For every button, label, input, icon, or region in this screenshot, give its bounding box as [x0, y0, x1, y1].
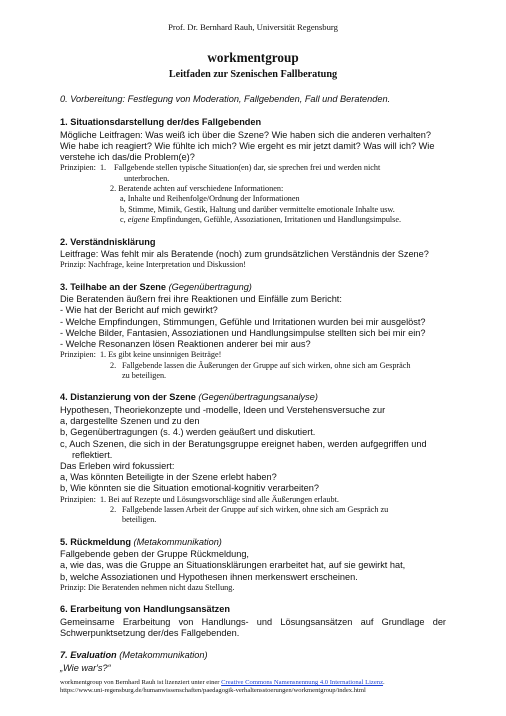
- preparation-note: 0. Vorbereitung: Festlegung von Moderation, Fallgebenden, Fall und Beratenden.: [60, 94, 391, 104]
- text-line: Fallgebende geben der Gruppe Rückmeldung,: [60, 549, 249, 560]
- text-line: Wie habe ich reagiert? Wie fühlte ich mich? Wie ergeht es mir jetzt damit? Was will ich? Wie: [60, 140, 435, 151]
- item-text: Empfindungen, Gefühle, Assoziationen, Irritationen und Handlungsimpulse.: [151, 215, 402, 225]
- principle-text: Fallgebende stellen typische Situation(en) dar, sie sprechen frei und werden nicht: [113, 163, 381, 173]
- text-line: - Welche Resonanzen lösen Reaktionen anderer bei mir aus?: [60, 338, 311, 349]
- section-heading: 6. Erarbeitung von Handlungsansätzen: [60, 604, 230, 615]
- text-line: a, dargestellte Szenen und zu den: [60, 416, 200, 427]
- principle-2: [60, 361, 446, 371]
- emphasis-text: eigene: [127, 215, 150, 225]
- brand-title: workmentgroup: [207, 50, 299, 65]
- text-line: b, welche Assoziationen und Hypothesen ihnen merkenswert erscheinen.: [60, 571, 358, 582]
- principle-text: 1. Es gibt keine unsinnigen Beiträge!: [99, 350, 222, 360]
- item-letter: c,: [120, 215, 126, 225]
- heading-note: (Metakommunikation): [133, 536, 222, 547]
- text-line: Die Beratenden äußern frei ihre Reaktionen und Einfälle zum Bericht:: [60, 294, 342, 305]
- principle-continuation: unterbrochen.: [124, 173, 170, 183]
- heading-note: (Metakommunikation): [119, 650, 208, 661]
- section-heading: 2. Verständnisklärung: [60, 236, 156, 247]
- principle-number: 1.: [99, 163, 107, 173]
- principle-2: 2. Beratende achten auf verschiedene Informationen:: [110, 183, 284, 193]
- text-line: b, Gegenübertragungen (s. 4.) werden geäußert und diskutiert.: [60, 427, 316, 438]
- section-4: [60, 392, 446, 525]
- section-heading: [60, 282, 446, 294]
- heading-text: 7. Evaluation: [60, 650, 117, 661]
- text-line: Mögliche Leitfragen: Was weiß ich über die Szene? Wie haben sich die anderen verhalten?: [60, 129, 431, 140]
- text-line: - Welche Bilder, Fantasien, Assoziationen und Handlungsimpulse stellten sich bei mir ein?: [60, 327, 426, 338]
- text-line: b, Wie könnten sie die Situation emotional-kognitiv verarbeiten?: [60, 483, 319, 494]
- section-2: [60, 237, 446, 271]
- license-text: workmentgroup von Bernhard Rauh ist lizenziert unter einer: [60, 679, 220, 686]
- license-line: [60, 679, 460, 687]
- principle-text: Fallgebende lassen die Äußerungen der Gruppe auf sich wirken, ohne sich am Gespräch: [122, 360, 411, 370]
- text-line: verstehe ich das/die Problem(e)?: [60, 151, 195, 162]
- principle-continuation: beteiligen.: [122, 515, 157, 525]
- text-line: a, wie das, was die Gruppe an Situationsklärungen erarbeitet hat, auf sie gewirkt hat,: [60, 560, 406, 571]
- text-line: - Wie hat der Bericht auf mich gewirkt?: [60, 305, 218, 316]
- principle-1: [60, 163, 446, 173]
- principle-line: Prinzip: Die Beratenden nehmen nicht dazu Stellung.: [60, 582, 235, 592]
- principle-line: Prinzip: Nachfrage, keine Interpretation und Diskussion!: [60, 260, 246, 270]
- section-1: [60, 117, 446, 226]
- principle-item: [60, 215, 446, 225]
- text-line: a, Was könnten Beteiligte in der Szene erlebt haben?: [60, 472, 277, 483]
- section-6: [60, 604, 446, 639]
- principle-text: Fallgebende lassen Arbeit der Gruppe auf sich wirken, ohne sich am Gespräch zu: [122, 504, 389, 514]
- section-3: [60, 282, 446, 382]
- section-heading: [60, 537, 446, 549]
- section-heading: [60, 650, 446, 662]
- section-5: [60, 537, 446, 594]
- principle-number: 2.: [110, 360, 117, 370]
- heading-text: 5. Rückmeldung: [60, 536, 131, 547]
- principle-continuation: zu beteiligen.: [122, 370, 167, 380]
- principle-item: b, Stimme, Mimik, Gestik, Haltung und darüber vermittelte emotionale Inhalte usw.: [120, 204, 395, 214]
- heading-text: 3. Teilhabe an der Szene: [60, 281, 167, 292]
- principle-2: [60, 505, 446, 515]
- text-line: Gemeinsame Erarbeitung von Handlungs- und Lösungsansätzen auf Grundlage der: [60, 616, 446, 627]
- text-line: c, Auch Szenen, die sich in der Beratungsgruppe ereignet haben, werden aufgegriffen und: [60, 438, 427, 449]
- heading-note: (Gegenübertragung): [168, 281, 252, 292]
- principles-label: Prinzipien:: [60, 350, 96, 360]
- source-url[interactable]: https://www.uni-regensburg.de/humanwissenschaften/paedagogik-verhaltensstoerungen/workmentgroup/index.html: [60, 687, 366, 695]
- principle-1: [60, 495, 446, 505]
- principles-label: Prinzipien:: [60, 163, 96, 173]
- section-heading: 1. Situationsdarstellung der/des Fallgebenden: [60, 117, 262, 127]
- principle-number: 2.: [110, 504, 117, 514]
- heading-text: 4. Distanzierung von der Szene: [60, 392, 196, 403]
- document-subtitle: Leitfaden zur Szenischen Fallberatung: [168, 69, 338, 80]
- section-7: [60, 650, 446, 674]
- principles-label: Prinzipien:: [60, 494, 96, 504]
- heading-note: (Gegenübertragungsanalyse): [198, 392, 318, 403]
- text-line: Hypothesen, Theoriekonzepte und -modelle, Ideen und Verstehensversuche zur: [60, 404, 386, 415]
- text-line: - Welche Empfindungen, Stimmungen, Gefühle und Irritationen wurden bei mir ausgelöst?: [60, 316, 426, 327]
- page-header: Prof. Dr. Bernhard Rauh, Universität Regensburg: [168, 22, 338, 32]
- text-line: Das Erleben wird fokussiert:: [60, 460, 175, 471]
- section-heading: [60, 392, 446, 404]
- principle-item: a, Inhalte und Reihenfolge/Ordnung der Informationen: [120, 194, 300, 204]
- text-line: Schwerpunktsetzung der/des Fallgebenden.: [60, 627, 240, 638]
- license-footer: [60, 679, 460, 696]
- text-line: Leitfrage: Was fehlt mir als Beratende (noch) zum grundsätzlichen Verständnis der Szene?: [60, 249, 429, 260]
- text-line: „Wie war's?“: [60, 662, 111, 673]
- text-line: reflektiert.: [72, 449, 113, 460]
- license-link[interactable]: Creative Commons Namensnennung 4.0 International Lizenz: [221, 679, 384, 686]
- license-period: .: [383, 679, 385, 686]
- principle-1: [60, 350, 446, 360]
- principle-text: 1. Bei auf Rezepte und Lösungsvorschläge sind alle Äußerungen erlaubt.: [99, 494, 339, 504]
